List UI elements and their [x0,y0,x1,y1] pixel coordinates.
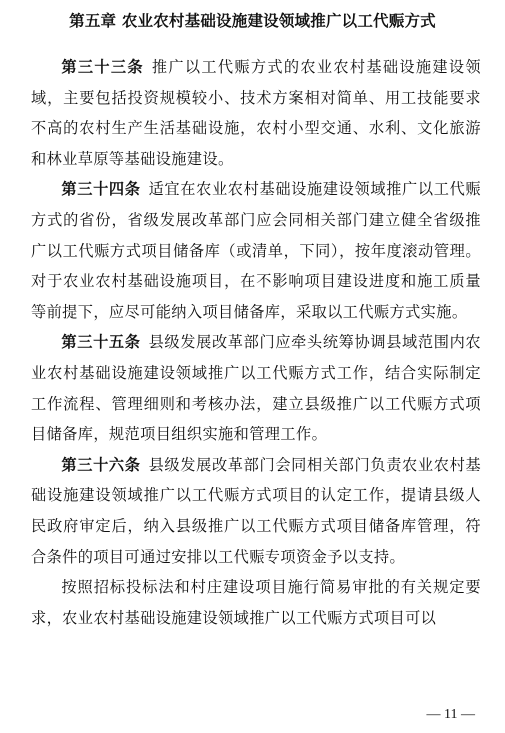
document-body [31,52,481,633]
article-36 [31,450,481,572]
article-number: 第三十五条 [61,333,141,352]
article-text: 县级发展改革部门应牵头统筹协调县域范围内农业农村基础设施建设领域推广以工代赈方式工作，结合实际制定工作流程、管理细则和考核办法，建立县级推广以工代赈方式项目储备库，规范项目组织实施和管理工作。 [31,333,481,444]
article-text: 推广以工代赈方式的农业农村基础设施建设领域，主要包括投资规模较小、技术方案相对简单、用工技能要求不高的农村生产生活基础设施，农村小型交通、水利、文化旅游和林业草原等基础设施建设。 [31,58,482,168]
page-number: — 11 — [426,707,475,722]
closing-paragraph: 按照招标投标法和村庄建设项目施行简易审批的有关规定要求，农业农村基础设施建设领域推广以工代赈方式项目可以 [31,578,481,627]
article-number: 第三十四条 [61,180,141,199]
article-34 [31,174,481,327]
article-text: 适宜在农业农村基础设施建设领域推广以工代赈方式的省份，省级发展改革部门应会同相关部门建立健全省级推广以工代赈方式项目储备库（或清单，下同），按年度滚动管理。对于农业农村基础设施项目，在不影响项目建设进度和施工质量等前提下，应尽可能纳入项目储备库，采取以工代赈方式实施。 [31,180,481,321]
article-number: 第三十三条 [61,58,144,76]
article-33 [31,52,481,174]
article-35 [31,327,481,449]
article-text: 县级发展改革部门会同相关部门负责农业农村基础设施建设领域推广以工代赈方式项目的认定工作，提请县级人民政府审定后，纳入县级推广以工代赈方式项目储备库管理，符合条件的项目可通过安排以工代赈专项资金予以支持。 [31,455,481,566]
chapter-title: 第五章 农业农村基础设施建设领域推广以工代赈方式 [69,12,436,30]
article-number: 第三十六条 [61,455,141,474]
